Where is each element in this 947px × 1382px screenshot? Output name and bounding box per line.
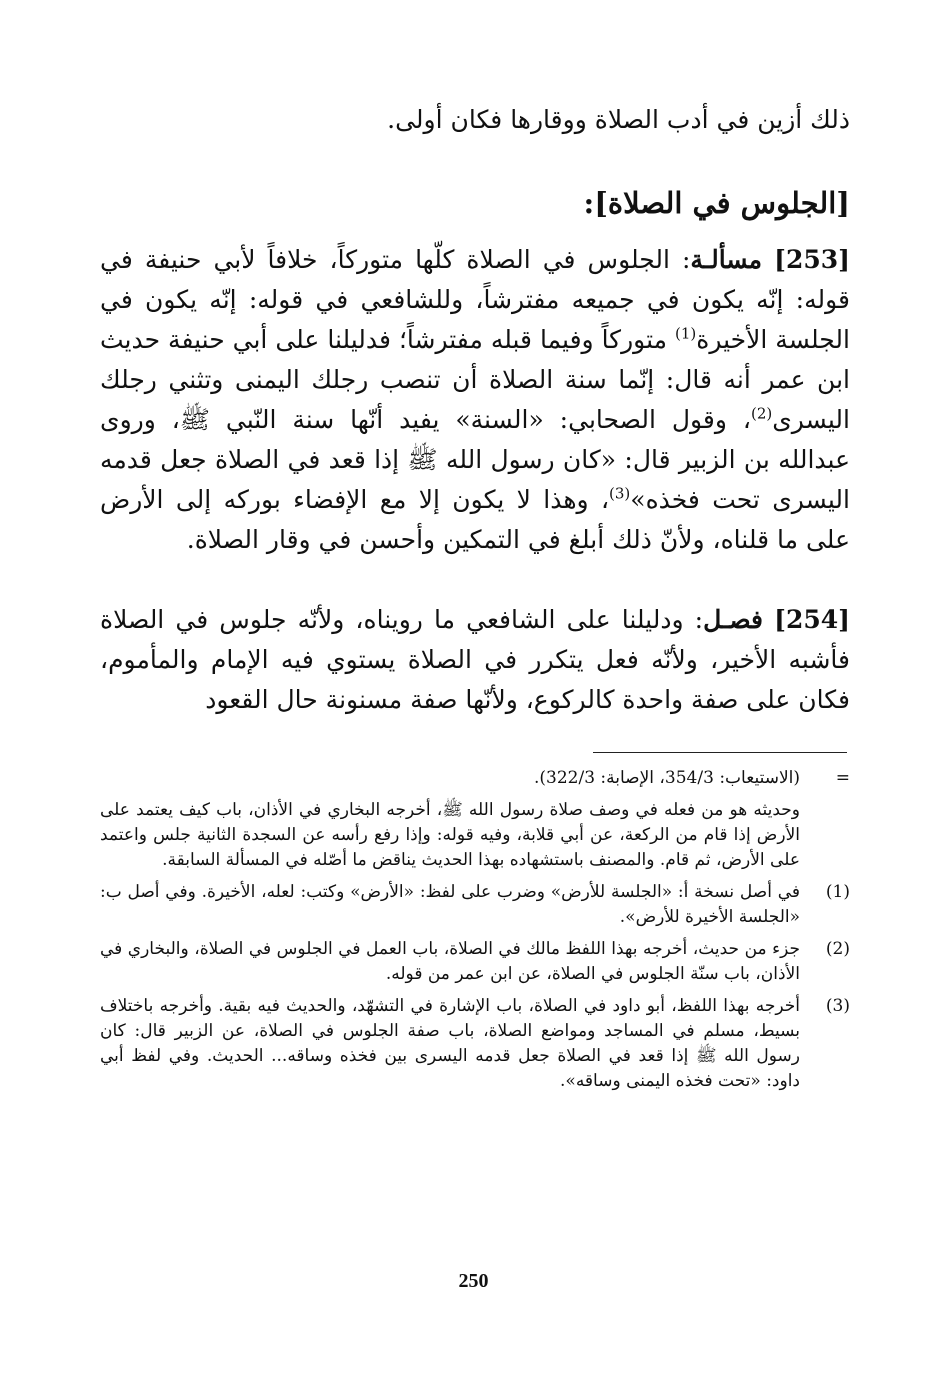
footnote-1 <box>100 880 850 930</box>
paragraph-text: : الجلوس في الصلاة كلّها متوركاً، خلافاً لأبي حنيفة في قوله: إنّه يكون في جميعه مفترشاً، وللشافعي في قوله: إنّه يكون في الجلسة الأخيرة <box>100 245 850 354</box>
footnote-mark: (3) <box>825 996 850 1016</box>
paragraph-text: متوركاً وفيما قبله مفترشاً؛ فدليلنا على أبي حنيفة حديث ابن عمر أنه قال: إنّما سنة الصلاة أن تنصب رجلك اليمنى وتثني رجلك اليسرى <box>100 325 850 434</box>
paragraph-term: فصـل <box>703 605 763 634</box>
footnote-text: أخرجه بهذا اللفظ، أبو داود في الصلاة، باب الإشارة في التشهّد، والحديث فيه بقية. وأخرجه باختلاف بسيط، مسلم في المساجد ومواضع الصلاة، باب صفة الجلوس في الصلاة، عن الزبير قال: كان رسول الله ﷺ إذا قعد في الصلاة جعل قدمه اليسرى بين فخذه وساقه... الحديث. وفي لفظ أبي داود: «تحت فخذه اليمنى وساقه». <box>100 996 800 1091</box>
footnote-mark: (2) <box>825 939 850 959</box>
intro-line: ذلك أزين في أدب الصلاة ووقارها فكان أولى. <box>387 105 850 134</box>
page-number: 250 <box>458 1270 489 1292</box>
paragraph-text: ، وهذا لا يكون إلا مع الإفضاء بوركه إلى الأرض على ما قلناه، ولأنّ ذلك أبلغ في التمكين وأحسن في وقار الصلاة. <box>100 485 850 554</box>
footnotes <box>100 766 850 1101</box>
footnote-divider <box>593 752 847 753</box>
footnote-continuation <box>100 766 850 791</box>
footnote-ref-3[interactable]: (3) <box>609 484 631 503</box>
paragraph-253 <box>100 240 850 560</box>
footnote-ref-2[interactable]: (2) <box>750 404 773 423</box>
footnote-2 <box>100 937 850 987</box>
footnote-mark: (1) <box>825 882 850 902</box>
paragraph-term: مسألـة <box>690 245 763 274</box>
footnote-continuation-text: وحديثه هو من فعله في وصف صلاة رسول الله ﷺ، أخرجه البخاري في الأذان، باب كيف يعتمد على الأرض إذا قام من الركعة، عن أبي قلابة، وفيه قوله: وإذا رفع رأسه عن السجدة الثانية جلس واعتمد على الأرض، ثم قام. والمصنف باستشهاده بهذا الحديث يناقض ما أصّله في المسألة السابقة. <box>100 800 800 870</box>
section-heading: [الجلوس في الصلاة]: <box>583 186 850 220</box>
footnote-ref-1[interactable]: (1) <box>674 324 697 343</box>
paragraph-text: : ودليلنا على الشافعي ما رويناه، ولأنّه جلوس في الصلاة فأشبه الأخير، ولأنّه فعل يتكرر في الصلاة يستوي فيه الإمام والمأموم، فكان على صفة واحدة كالركوع، ولأنّها صفة مسنونة حال القعود <box>100 605 850 714</box>
footnote-text: في أصل نسخة أ: «الجلسة للأرض» وضرب على لفظ: «الأرض» وكتب: لعله، الأخيرة. وفي أصل ب: «الجلسة الأخيرة للأرض». <box>100 882 800 927</box>
paragraph-254 <box>100 600 850 720</box>
footnote-3 <box>100 994 850 1094</box>
continuation-mark: = <box>835 768 850 788</box>
footnote-text: جزء من حديث، أخرجه بهذا اللفظ مالك في الصلاة، باب العمل في الجلوس في الصلاة، والبخاري في الأذان، باب سنّة الجلوس في الصلاة، عن ابن عمر من قوله. <box>100 939 800 984</box>
paragraph-number: [254] <box>774 605 851 634</box>
footnote-text: (الاستيعاب: 354/3، الإصابة: 322/3). <box>533 768 800 788</box>
paragraph-number: [253] <box>774 245 850 274</box>
paragraph-text: ، وقول الصحابي: «السنة» يفيد أنّها سنة النّبي ﷺ، وروى عبدالله بن الزبير قال: «كان رسول الله ﷺ إذا قعد في الصلاة جعل قدمه اليسرى تحت فخذه» <box>100 405 850 514</box>
